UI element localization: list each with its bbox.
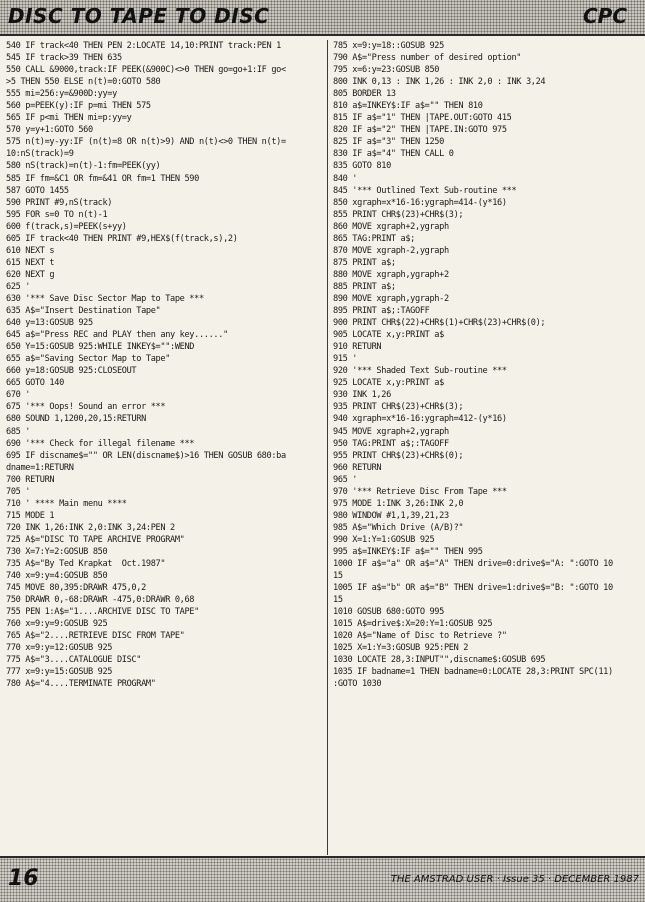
- code-line: 915 ': [333, 354, 358, 365]
- code-line: 585 IF fm=&C1 OR fm=&41 OR fm=1 THEN 590: [6, 173, 199, 184]
- code-line: 780 A$="4....TERMINATE PROGRAM": [6, 679, 156, 690]
- code-line: 960 RETURN: [333, 462, 382, 473]
- code-line: 1030 LOCATE 28,3:INPUT"",discname$:GOSUB 695: [333, 655, 546, 666]
- code-line: 925 LOCATE x,y:PRINT a$: [333, 378, 444, 389]
- code-line: 950 TAG:PRINT a$;:TAGOFF: [333, 438, 449, 449]
- code-line: 930 INK 1,26: [333, 390, 391, 401]
- code-column-right: [333, 40, 645, 691]
- code-line: 1015 A$=drive$:X=20:Y=1:GOSUB 925: [333, 619, 493, 630]
- code-line: 590 PRINT #9,nS(track): [6, 197, 113, 208]
- code-line: 760 x=9:y=9:GOSUB 925: [6, 619, 108, 630]
- code-line: 885 PRINT a$;: [333, 281, 396, 292]
- code-line: 555 mi=256:y=&900D:yy=y: [6, 89, 117, 100]
- section-badge: CPC: [582, 4, 627, 28]
- code-line: 825 IF a$="3" THEN 1250: [333, 137, 444, 148]
- code-line: 805 BORDER 13: [333, 89, 396, 100]
- code-line: 875 PRINT a$;: [333, 257, 396, 268]
- code-line: 770 x=9:y=12:GOSUB 925: [6, 643, 113, 654]
- code-line: 670 ': [6, 390, 31, 401]
- code-line: 600 f(track,s)=PEEK(s+yy): [6, 221, 127, 232]
- code-line: 965 ': [333, 474, 358, 485]
- code-line: 775 A$="3....CATALOGUE DISC": [6, 655, 142, 666]
- code-line: 635 A$="Insert Destination Tape": [6, 306, 161, 317]
- code-line: 870 MOVE xgraph-2,ygraph: [333, 245, 449, 256]
- code-line: 785 x=9:y=18::GOSUB 925: [333, 41, 444, 51]
- code-line: 735 A$="By Ted Krapkat Oct.1987": [6, 559, 166, 570]
- code-line: 595 FOR s=0 TO n(t)-1: [6, 209, 108, 220]
- code-line: 900 PRINT CHR$(22)+CHR$(1)+CHR$(23)+CHR$(0);: [333, 318, 546, 329]
- code-line: 570 y=y+1:GOTO 560: [6, 125, 93, 136]
- code-line: 860 MOVE xgraph+2,ygraph: [333, 221, 449, 232]
- code-line: 845 '*** Outlined Text Sub-routine ***: [333, 185, 517, 196]
- code-line: 685 ': [6, 426, 31, 437]
- code-column-left: [6, 40, 324, 691]
- code-line: 815 IF a$="1" THEN |TAPE.OUT:GOTO 415: [333, 113, 512, 124]
- code-line: 985 A$="Which Drive (A/B)?": [333, 522, 464, 533]
- code-line: 745 MOVE 80,395:DRAWR 475,0,2: [6, 583, 146, 594]
- code-line: 1010 GOSUB 680:GOTO 995: [333, 607, 444, 618]
- code-line: 720 INK 1,26:INK 2,0:INK 3,24:PEN 2: [6, 522, 175, 533]
- code-line: 15: [333, 571, 343, 582]
- code-line: 710 ' **** Main menu ****: [6, 498, 127, 509]
- code-line: 587 GOTO 1455: [6, 185, 69, 196]
- code-line: 1020 A$="Name of Disc to Retrieve ?": [333, 631, 507, 642]
- code-line: dname=1:RETURN: [6, 462, 74, 473]
- code-line: 15: [333, 595, 343, 606]
- code-line: 920 '*** Shaded Text Sub-routine ***: [333, 366, 507, 377]
- code-line: 580 nS(track)=n(t)-1:fm=PEEK(yy): [6, 161, 161, 172]
- code-line: 790 A$="Press number of desired option": [333, 53, 522, 64]
- code-line: >5 THEN 550 ELSE n(t)=0:GOTO 580: [6, 77, 161, 88]
- code-line: 835 GOTO 810: [333, 161, 391, 172]
- code-line: 945 MOVE xgraph+2,ygraph: [333, 426, 449, 437]
- code-line: 545 IF track>39 THEN 635: [6, 53, 122, 64]
- code-line: 610 NEXT s: [6, 245, 55, 256]
- code-line: 975 MODE 1:INK 3,26:INK 2,0: [333, 498, 464, 509]
- code-line: 1000 IF a$="a" OR a$="A" THEN drive=0:drive$="A: ":GOTO 10: [333, 559, 613, 570]
- code-line: 800 INK 0,13 : INK 1,26 : INK 2,0 : INK 3,24: [333, 77, 546, 88]
- code-line: 935 PRINT CHR$(23)+CHR$(3);: [333, 402, 464, 413]
- code-line: 955 PRINT CHR$(23)+CHR$(0);: [333, 450, 464, 461]
- code-line: 725 A$="DISC TO TAPE ARCHIVE PROGRAM": [6, 534, 185, 545]
- code-line: 650 Y=15:GOSUB 925:WHILE INKEY$="":WEND: [6, 342, 195, 353]
- code-line: 705 ': [6, 486, 31, 497]
- code-line: 820 IF a$="2" THEN |TAPE.IN:GOTO 975: [333, 125, 507, 136]
- code-line: 665 GOTO 140: [6, 378, 64, 389]
- code-line: 550 CALL &9000,track:IF PEEK(&900C)<>0 THEN go=go+1:IF go<: [6, 65, 286, 76]
- code-line: 640 y=13:GOSUB 925: [6, 318, 93, 329]
- code-line: 715 MODE 1: [6, 510, 55, 521]
- code-line: 910 RETURN: [333, 342, 382, 353]
- code-line: 795 x=6:y=23:GOSUB 850: [333, 65, 440, 76]
- code-line: 970 '*** Retrieve Disc From Tape ***: [333, 486, 507, 497]
- code-line: 990 X=1:Y=1:GOSUB 925: [333, 534, 435, 545]
- code-line: 655 a$="Saving Sector Map to Tape": [6, 354, 171, 365]
- code-line: 575 n(t)=y-yy:IF (n(t)=8 OR n(t)>9) AND n(t)<>0 THEN n(t)=: [6, 137, 286, 148]
- code-line: 615 NEXT t: [6, 257, 55, 268]
- article-title: DISC TO TAPE TO DISC: [8, 4, 270, 28]
- page-header: [0, 0, 645, 36]
- column-divider: [327, 40, 328, 855]
- code-line: 690 '*** Check for illegal filename ***: [6, 438, 195, 449]
- code-line: 630 '*** Save Disc Sector Map to Tape ***: [6, 293, 204, 304]
- page-footer: [0, 856, 645, 902]
- code-line: 675 '*** Oops! Sound an error ***: [6, 402, 166, 413]
- code-line: 1005 IF a$="b" OR a$="B" THEN drive=1:drive$="B: ":GOTO 10: [333, 583, 613, 594]
- code-line: 895 PRINT a$;:TAGOFF: [333, 306, 430, 317]
- code-line: 777 x=9:y=15:GOSUB 925: [6, 667, 113, 678]
- code-line: 995 a$=INKEY$:IF a$="" THEN 995: [333, 546, 483, 557]
- code-line: 865 TAG:PRINT a$;: [333, 233, 416, 244]
- publication-info: THE AMSTRAD USER · Issue 35 · DECEMBER 1987: [390, 874, 639, 885]
- code-line: 810 a$=INKEY$:IF a$="" THEN 810: [333, 101, 483, 112]
- code-line: 880 MOVE xgraph,ygraph+2: [333, 269, 449, 280]
- code-line: 1025 X=1:Y=3:GOSUB 925:PEN 2: [333, 643, 469, 654]
- code-line: 855 PRINT CHR$(23)+CHR$(3);: [333, 209, 464, 220]
- code-line: 1035 IF badname=1 THEN badname=0:LOCATE 28,3:PRINT SPC(11): [333, 667, 613, 678]
- code-line: 620 NEXT g: [6, 269, 55, 280]
- code-line: 565 IF p<mi THEN mi=p:yy=y: [6, 113, 132, 124]
- code-line: 605 IF track<40 THEN PRINT #9,HEX$(f(track,s),2): [6, 233, 238, 244]
- code-line: 660 y=18:GOSUB 925:CLOSEOUT: [6, 366, 137, 377]
- code-line: 695 IF discname$="" OR LEN(discname$)>16 THEN GOSUB 680:ba: [6, 450, 286, 461]
- code-line: 765 A$="2....RETRIEVE DISC FROM TAPE": [6, 631, 185, 642]
- code-line: 905 LOCATE x,y:PRINT a$: [333, 330, 444, 341]
- page-number: 16: [8, 866, 39, 891]
- code-line: 680 SOUND 1,1200,20,15:RETURN: [6, 414, 146, 425]
- code-line: 750 DRAWR 0,-68:DRAWR -475,0:DRAWR 0,68: [6, 595, 195, 606]
- code-line: 645 a$="Press REC and PLAY then any key......": [6, 330, 228, 341]
- code-line: 560 p=PEEK(y):IF p=mi THEN 575: [6, 101, 151, 112]
- code-line: 625 ': [6, 281, 31, 292]
- code-line: 850 xgraph=x*16-16:ygraph=414-(y*16): [333, 197, 507, 208]
- code-line: 830 IF a$="4" THEN CALL 0: [333, 149, 454, 160]
- code-line: 730 X=7:Y=2:GOSUB 850: [6, 546, 108, 557]
- code-line: 890 MOVE xgraph,ygraph-2: [333, 293, 449, 304]
- code-line: 755 PEN 1:A$="1....ARCHIVE DISC TO TAPE": [6, 607, 199, 618]
- code-line: 740 x=9:y=4:GOSUB 850: [6, 571, 108, 582]
- code-line: 940 xgraph=x*16-16:ygraph=412-(y*16): [333, 414, 507, 425]
- code-line: 980 WINDOW #1,1,39,21,23: [333, 510, 449, 521]
- code-line: 540 IF track<40 THEN PEN 2:LOCATE 14,10:PRINT track:PEN 1: [6, 41, 281, 51]
- code-line: 700 RETURN: [6, 474, 55, 485]
- code-line: 840 ': [333, 173, 358, 184]
- code-line: :GOTO 1030: [333, 679, 382, 690]
- code-line: 10:nS(track)=9: [6, 149, 74, 160]
